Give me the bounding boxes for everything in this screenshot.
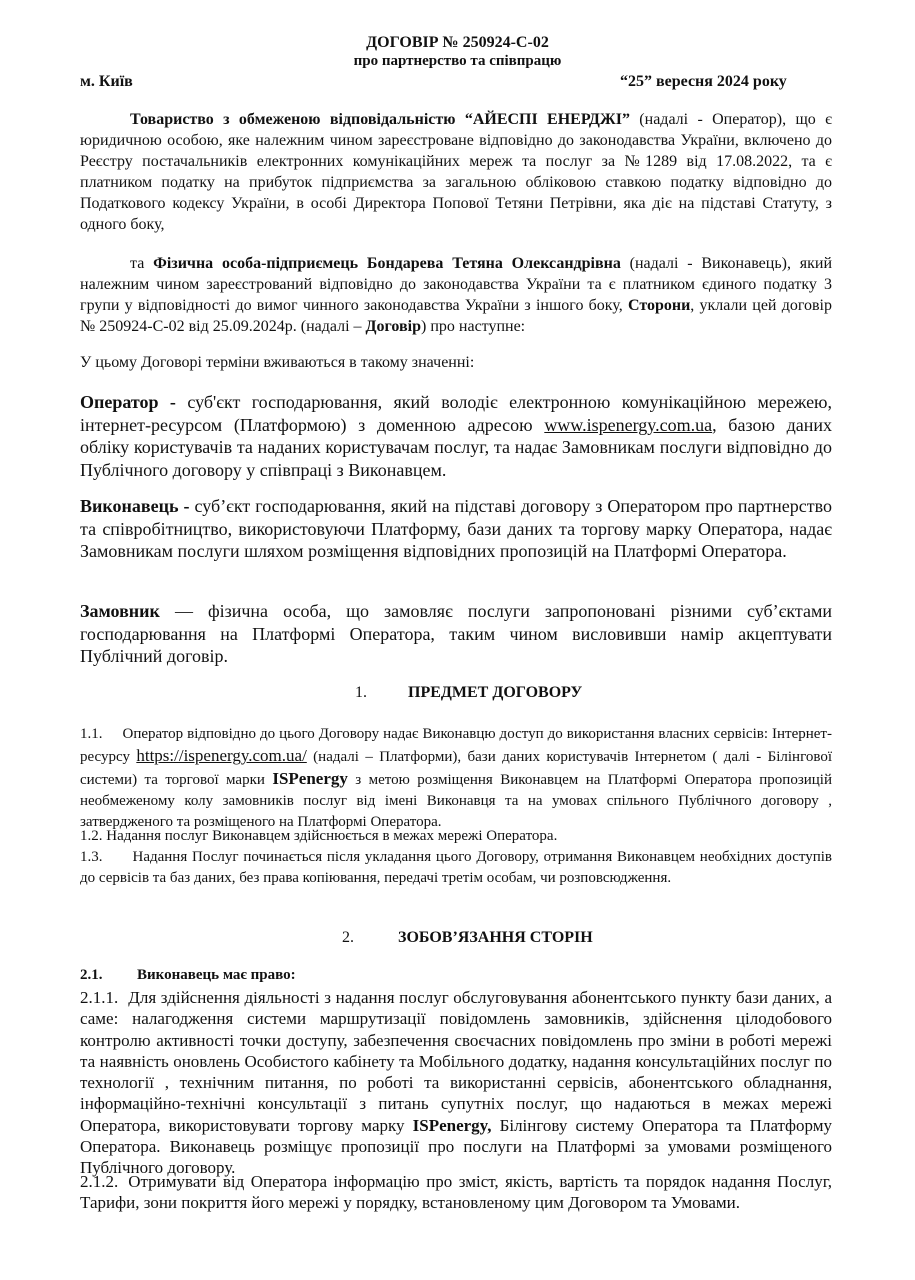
operator-website-link[interactable]: www.ispenergy.com.ua [544,414,713,435]
brand-name-2: ISPenergy, [412,1115,492,1135]
clause-2-1-1-number: 2.1.1. [80,988,119,1007]
clause-2-1-1-text-b: Білінгову систему Оператора та Платформу Оператора. Виконавець розміщує пропозиції про послуги на Платформі за умовами розміщеного Публічного договору. [80,1115,832,1178]
contractor-definition [80,495,832,563]
clause-2-1-2-text: Отримувати від Оператора інформацію про зміст, якість, вартість та порядок надання Послуг, Тарифи, зони покриття його мережі у порядку, встановленому цим Договором та Умовами. [80,1172,832,1213]
customer-definition-text: — фізична особа, що замовляє послуги запропоновані різними суб’єктами господарювання на Платформі Оператора, таким чином висловивши намір акцептувати Публічний договір. [80,601,832,666]
intro-contractor-text-a: (надалі - Виконавець), який належним чином зареєстрований відповідно до законодавства України та є платником єдиного податку 3 групи у відповідності до вимог чинного законодавства України з іншого боку, [80,255,833,314]
section-2-number: 2. [342,929,354,946]
operator-definition-text-a: суб'єкт господарювання, який володіє електронною комунікаційною мережею, інтернет-ресурсом (Платформою) з доменною адресою [80,392,833,435]
brand-name: ISPenergy [272,769,348,788]
clause-1-1 [80,724,832,833]
terms-intro: У цьому Договорі терміни вживаються в такому значенні: [80,354,475,371]
customer-definition [80,600,832,668]
operator-definition-text-b: , базою даних обліку користувачів та наданих користувачам послуг, та надає Замовникам послуги відповідно до Публічного договору у співпраці з Виконавцем. [80,414,833,480]
parties-word: Сторони [627,297,691,314]
contractor-definition-text: суб’єкт господарювання, який на підставі договору з Оператором про партнерство та співробітництво, використовуючи Платформу, бази даних та торгову марку Оператора, надає Замовникам послуги шляхом розміщення відповідних пропозицій на Платформі Оператора. [80,496,832,561]
operator-definition [80,391,832,481]
intro-operator-text: (надалі - Оператор), що є юридичною особою, яке належним чином зареєстроване відповідно до законодавства України, включено до Реєстру постачальників електронних комунікаційних мереж та послуг за №1289 від 17.08.2022, та є платником податку на прибуток підприємства за загальною обліковою ставкою податку відповідно до Податкового кодексу України, в особі Директора Попової Тетяни Петрівни, яка діє на підставі Статуту, з одного боку, [80,111,833,233]
section-1-number: 1. [355,684,367,701]
operator-term: Оператор - [80,392,176,412]
intro-contractor-prefix: та [130,255,154,272]
clause-2-1-number: 2.1. [80,967,103,983]
clause-1-1-text-a: Оператор відповідно до цього Договору надає Виконавцю доступ до використання власних сервісів: Інтернет-ресурсу [80,726,832,765]
clause-1-1-text-b: (надалі – Платформи), бази даних користувачів Інтернетом ( далі - Білінгової системи) та торгової марки [80,749,833,788]
clause-1-2: 1.2. Надання послуг Виконавцем здійснюється в межах мережі Оператора. [80,828,558,844]
clause-1-3-number: 1.3. [80,849,103,865]
customer-term: Замовник [80,601,160,621]
clause-2-1-2 [80,1171,832,1214]
clause-2-1-1 [80,987,832,1179]
clause-2-1-1-text-a: Для здійснення діяльності з надання послуг обслуговування абонентського пункту бази даних, а саме: налагодження системи маршрутизації повідомлень замовників, здійснення цілодобового контролю активності точки доступу, забезпечення своєчасних повідомлень про зміни в роботі мережі та наявність оновлень Особистого кабінету та Мобільного додатку, надання консультаційних послуг по технології , технічним питання, по роботі та використанні сервісів, абонентського обладнання, інформаційно-технічні консультації з питань супутніх послуг, що надаються в межах мережі Оператора, використовувати торгову марку [80,988,832,1135]
contract-date: “25” вересня 2024 року [620,73,787,90]
intro-contractor-text-b: , уклали цей договір № 250924-С-02 від 25.09.2024р. (надалі – [80,297,833,335]
clause-1-1-text-c: з метою розміщення Виконавцем на Платформі Оператора пропозицій необмеженому колу замовників послуг від імені Виконавця та на умовах спільного Публічного договору , затвердженого та розміщеного на Платформі Оператора. [80,772,832,830]
intro-contractor-paragraph [80,253,832,337]
intro-operator-paragraph [80,109,832,235]
document-title: ДОГОВІР № 250924-С-02 [366,34,549,51]
clause-2-1-title: Виконавець має право: [137,967,296,983]
city-label: м. Київ [80,73,133,90]
platform-link[interactable]: https://ispenergy.com.ua/ [136,746,307,765]
operator-company-name: Товариство з обмеженою відповідальністю “АЙЕСПІ ЕНЕРДЖІ” [130,111,630,128]
intro-contractor-text-c: ) про наступне: [421,318,526,335]
contract-word: Договір [365,318,422,335]
section-2-title: ЗОБОВ’ЯЗАННЯ СТОРІН [398,929,593,946]
contractor-name: Фізична особа-підприємець Бондарева Тетяна Олександрівна [153,255,621,272]
clause-1-3-text: Надання Послуг починається після укладання цього Договору, отримання Виконавцем необхідних доступів до сервісів та баз даних, без права копіювання, передачі третім особам, чи розповсюдження. [80,849,832,886]
document-subtitle: про партнерство та співпрацю [353,53,562,69]
clause-2-1-2-number: 2.1.2. [80,1172,119,1191]
section-1-title: ПРЕДМЕТ ДОГОВОРУ [408,684,583,701]
contractor-term: Виконавець - [80,496,190,516]
clause-1-3 [80,847,832,889]
clause-1-1-number: 1.1. [80,726,103,742]
